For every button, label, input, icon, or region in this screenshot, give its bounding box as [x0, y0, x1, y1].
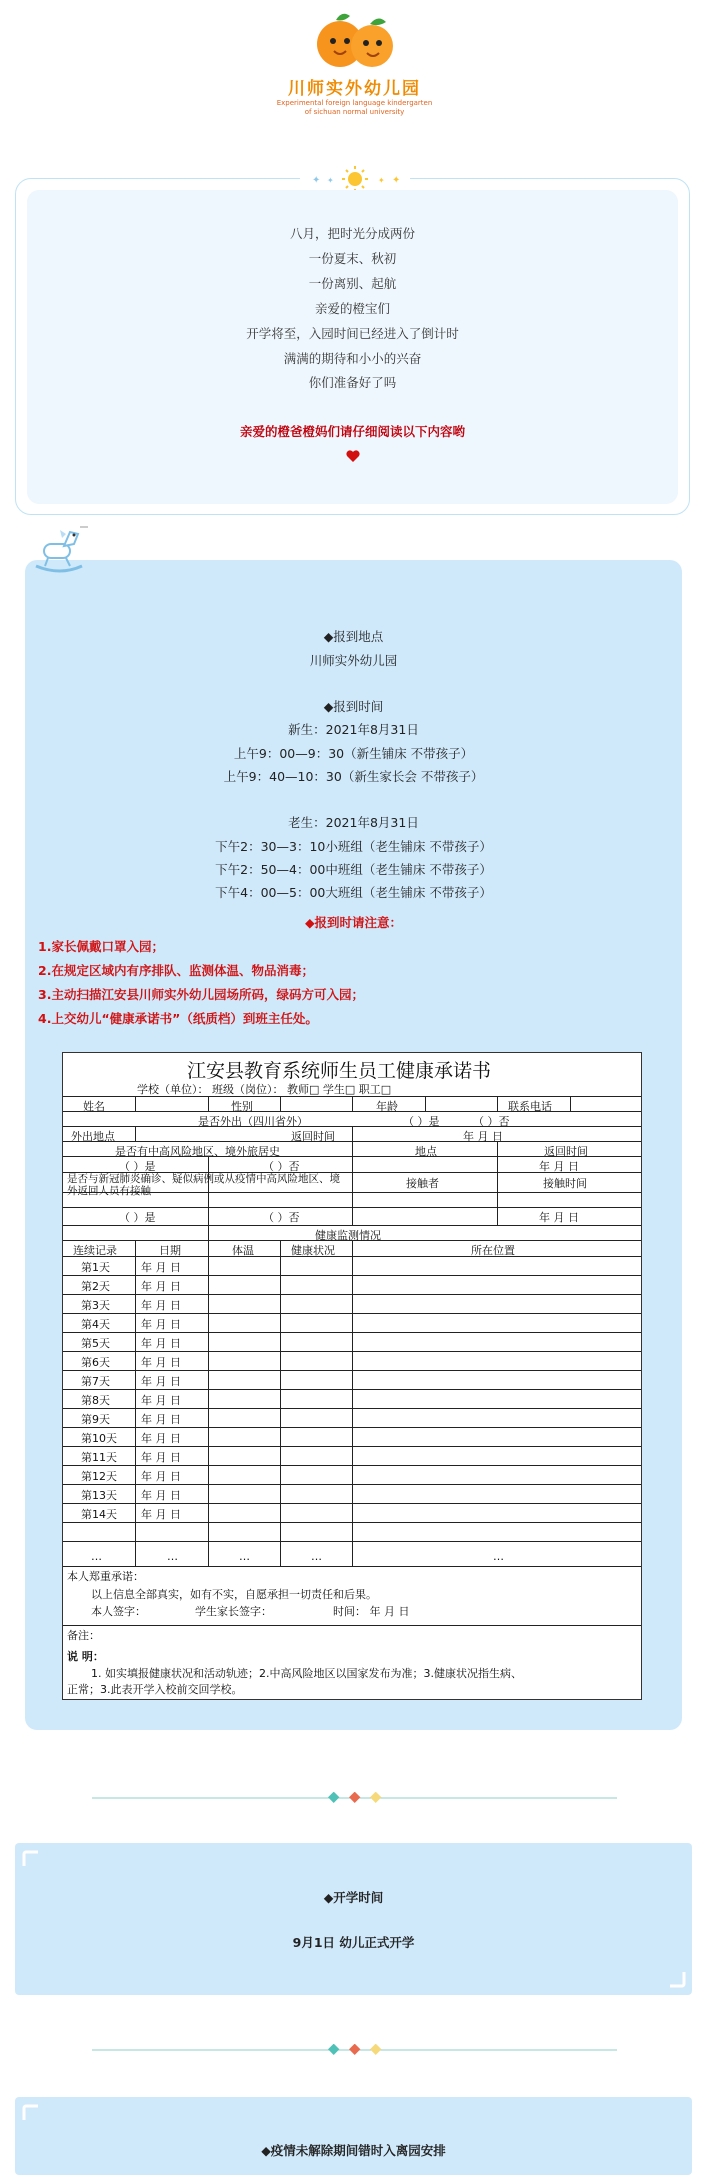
svg-text:✦: ✦: [378, 176, 385, 185]
school-start-card: [15, 1843, 692, 1995]
form-title: 江安县教育系统师生员工健康承诺书: [187, 1060, 492, 1082]
old-slot-1: 下午2：30—3：10小班组（老生铺床 不带孩子）: [215, 839, 492, 854]
day-label: 第6天: [81, 1356, 110, 1369]
heart-icon: [345, 448, 361, 464]
day-date: 年 月 日: [141, 1299, 181, 1312]
label-out-place: 外出地点: [71, 1130, 115, 1143]
school-start-title: ◆开学时间: [323, 1890, 384, 1905]
day-label: 第7天: [81, 1375, 110, 1388]
day-date: 年 月 日: [141, 1432, 181, 1445]
day-date: 年 月 日: [141, 1356, 181, 1369]
label-return-time-2: 返回时间: [544, 1145, 588, 1158]
col-temp: 体温: [232, 1244, 254, 1257]
epidemic-title: ◆疫情未解除期间错时入离园安排: [261, 2143, 446, 2158]
col-date: 日期: [159, 1244, 181, 1257]
contact-no: （ ）否: [263, 1211, 300, 1224]
sign-time: 时间： 年 月 日: [333, 1605, 410, 1618]
day-date: 年 月 日: [141, 1451, 181, 1464]
col-health: 健康状况: [291, 1244, 335, 1257]
svg-text:✦: ✦: [327, 176, 334, 185]
sign-parent: 学生家长签字：: [195, 1605, 272, 1618]
day-date: 年 月 日: [141, 1489, 181, 1502]
label-age: 年龄: [376, 1100, 398, 1113]
ellipsis-5: …: [493, 1550, 504, 1563]
logo-name-en-1: Experimental foreign language kindergarten: [276, 99, 433, 107]
rule-3: 3.主动扫描江安县川师实外幼儿园场所码，绿码方可入园；: [38, 987, 364, 1002]
ellipsis-3: …: [239, 1550, 250, 1563]
ellipsis-4: …: [311, 1550, 322, 1563]
ellipsis-2: …: [167, 1550, 178, 1563]
school-start-text: 9月1日 幼儿正式开学: [292, 1935, 415, 1950]
new-slot-2: 上午9：40—10：30（新生家长会 不带孩子）: [223, 769, 484, 784]
logo-oranges-icon: [300, 8, 410, 74]
day-label: 第4天: [81, 1318, 110, 1331]
new-slot-1: 上午9：00—9：30（新生铺床 不带孩子）: [233, 746, 474, 761]
day-label: 第2天: [81, 1280, 110, 1293]
day-label: 第14天: [81, 1508, 117, 1521]
rule-2: 2.在规定区域内有序排队、监测体温、物品消毒；: [38, 963, 314, 978]
contact-date: 年 月 日: [539, 1211, 579, 1224]
label-contact: 是否与新冠肺炎确诊、疑似病例或从疫情中高风险地区、境外返回人员有接触: [67, 1173, 340, 1197]
intro-line-6: 满满的期待和小小的兴奋: [283, 351, 422, 366]
corner-bracket-icon: [22, 2104, 40, 2122]
day-date: 年 月 日: [141, 1318, 181, 1331]
sign-self: 本人签字：: [91, 1605, 146, 1618]
kindergarten-logo: [260, 8, 449, 120]
risk-no: （ ）否: [263, 1160, 300, 1173]
new-student-date: 新生：2021年8月31日: [288, 722, 419, 737]
health-pledge-form: [62, 1052, 642, 1700]
day-label: 第5天: [81, 1337, 110, 1350]
label-place: 地点: [415, 1145, 437, 1158]
place-value: 川师实外幼儿园: [309, 653, 398, 668]
day-label: 第3天: [81, 1299, 110, 1312]
label-phone: 联系电话: [508, 1100, 552, 1113]
day-date: 年 月 日: [141, 1470, 181, 1483]
label-gender: 性别: [231, 1100, 253, 1113]
rocking-horse-icon: [30, 522, 90, 574]
contact-yes: （ ）是: [119, 1211, 156, 1224]
day-label: 第8天: [81, 1394, 110, 1407]
logo-name-en-2: of sichuan normal university: [304, 108, 405, 116]
day-label: 第1天: [81, 1261, 110, 1274]
day-date: 年 月 日: [141, 1413, 181, 1426]
note-line-2: 正常；3.此表开学入校前交回学校。: [67, 1683, 243, 1696]
note-line-1: 1. 如实填报健康状况和活动轨迹；2.中高风险地区以国家发布为准；3.健康状况指生病、: [91, 1667, 522, 1680]
section-divider: [92, 1792, 617, 1804]
corner-bracket-icon: [22, 1850, 40, 1868]
risk-yes: （ ）是: [119, 1160, 156, 1173]
label-name: 姓名: [83, 1100, 105, 1113]
day-date: 年 月 日: [141, 1508, 181, 1521]
label-out-province: 是否外出（四川省外）: [198, 1115, 308, 1128]
day-date: 年 月 日: [141, 1394, 181, 1407]
day-date: 年 月 日: [141, 1261, 181, 1274]
logo-name-cn: 川师实外幼儿园: [288, 79, 421, 99]
pledge-title: 本人郑重承诺：: [67, 1570, 144, 1583]
rule-1: 1.家长佩戴口罩入园；: [38, 939, 164, 954]
return-date: 年 月 日: [463, 1130, 503, 1143]
old-slot-2: 下午2：50—4：00中班组（老生铺床 不带孩子）: [215, 862, 492, 877]
label-return-time: 返回时间: [291, 1130, 335, 1143]
intro-line-5: 开学将至，入园时间已经进入了倒计时: [246, 326, 459, 341]
label-monitor: 健康监测情况: [315, 1229, 381, 1242]
out-yes: （ ）是: [403, 1115, 440, 1128]
svg-text:✦: ✦: [392, 175, 401, 186]
place-title: ◆报到地点: [323, 629, 384, 644]
day-label: 第10天: [81, 1432, 117, 1445]
intro-line-2: 一份夏末、秋初: [308, 251, 397, 266]
attention-title: ◆报到时请注意：: [304, 915, 403, 930]
intro-line-1: 八月，把时光分成两份: [289, 226, 415, 241]
risk-date: 年 月 日: [539, 1160, 579, 1173]
day-date: 年 月 日: [141, 1375, 181, 1388]
label-contact-time: 接触时间: [543, 1177, 587, 1190]
old-student-date: 老生：2021年8月31日: [288, 815, 419, 830]
rule-4: 4.上交幼儿“健康承诺书”（纸质档）到班主任处。: [38, 1011, 318, 1026]
epidemic-card: [15, 2097, 692, 2175]
day-label: 第12天: [81, 1470, 117, 1483]
out-no: （ ）否: [473, 1115, 510, 1128]
corner-bracket-icon: [668, 1970, 686, 1988]
note-title: 说 明：: [67, 1650, 104, 1663]
remark-label: 备注：: [67, 1629, 100, 1642]
intro-line-3: 一份离别、起航: [308, 276, 397, 291]
label-risk-history: 是否有中高风险地区、境外旅居史: [115, 1145, 280, 1158]
old-slot-3: 下午4：00—5：00大班组（老生铺床 不带孩子）: [215, 885, 492, 900]
intro-line-7: 你们准备好了吗: [308, 375, 397, 390]
ellipsis-1: …: [91, 1550, 102, 1563]
day-label: 第11天: [81, 1451, 117, 1464]
svg-text:✦: ✦: [312, 175, 321, 186]
col-location: 所在位置: [471, 1244, 515, 1257]
intro-notice: 亲爱的橙爸橙妈们请仔细阅读以下内容哟: [239, 424, 465, 439]
section-divider-2: [92, 2044, 617, 2056]
day-label: 第13天: [81, 1489, 117, 1502]
label-contact-person: 接触者: [406, 1177, 439, 1190]
time-title: ◆报到时间: [323, 699, 384, 714]
day-date: 年 月 日: [141, 1337, 181, 1350]
form-unit-row: 学校（单位）： 班级（岗位）： 教师□ 学生□ 职工□: [137, 1083, 392, 1096]
pledge-text: 以上信息全部真实，如有不实，自愿承担一切责任和后果。: [91, 1588, 377, 1601]
col-record: 连续记录: [73, 1244, 117, 1257]
day-date: 年 月 日: [141, 1280, 181, 1293]
day-label: 第9天: [81, 1413, 110, 1426]
intro-line-4: 亲爱的橙宝们: [314, 301, 390, 316]
